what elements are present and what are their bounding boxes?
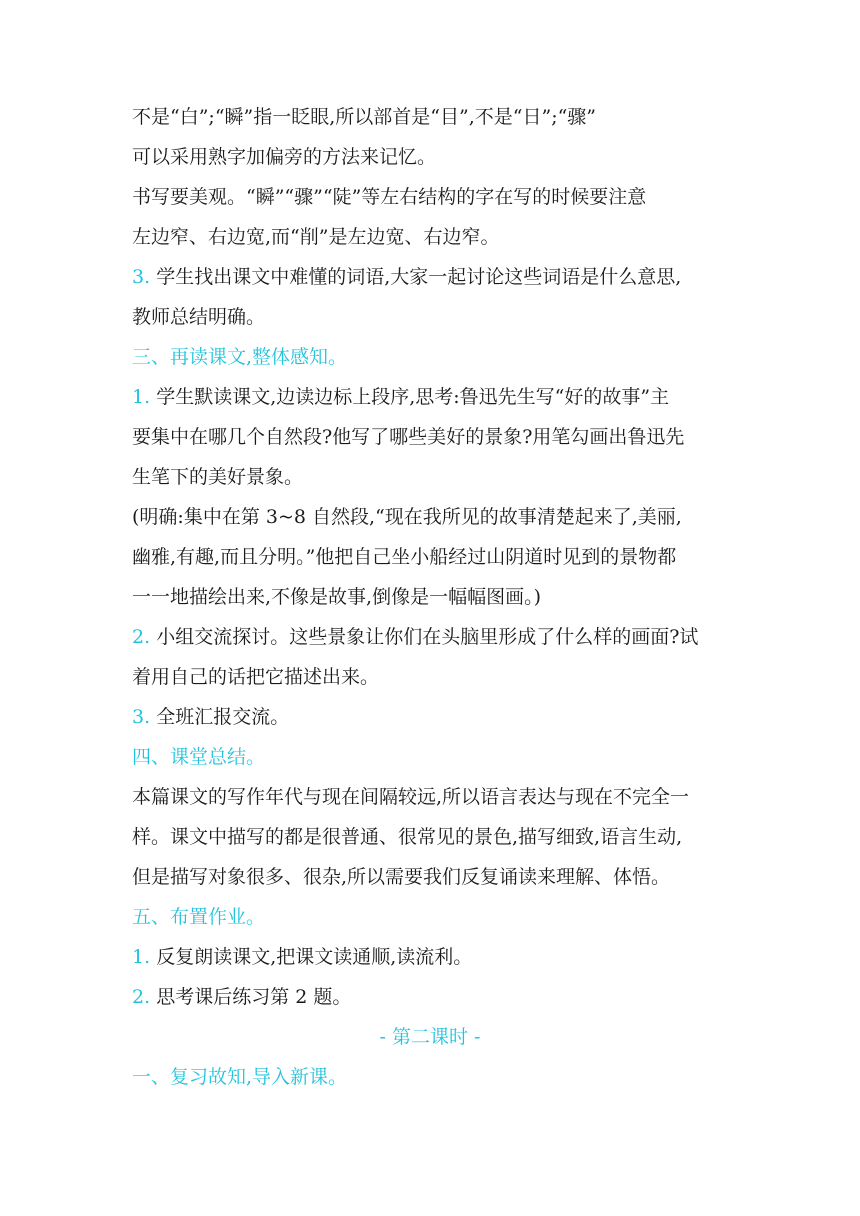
list-item — [132, 265, 732, 289]
list-text: 小组交流探讨。这些景象让你们在头脑里形成了什么样的画面?试 — [156, 626, 699, 648]
text-line: 幽雅,有趣,而且分明。”他把自己坐小船经过山阴道时见到的景物都 — [132, 546, 677, 568]
text-line: 可以采用熟字加偏旁的方法来记忆。 — [132, 146, 437, 168]
list-number: 3. — [132, 266, 151, 288]
text-line: 不是“白”;“瞬”指一眨眼,所以部首是“目”,不是“日”;“骤” — [132, 106, 597, 128]
list-text: 思考课后练习第 2 题。 — [156, 986, 352, 1008]
list-text: 学生默读课文,边读边标上段序,思考:鲁迅先生写“好的故事”主 — [156, 386, 670, 408]
text-line: 左边窄、右边宽,而“削”是左边宽、右边窄。 — [132, 226, 500, 248]
list-number: 1. — [132, 386, 151, 408]
list-number: 1. — [132, 946, 151, 968]
list-number: 3. — [132, 706, 151, 728]
list-item — [132, 385, 732, 409]
text-line: 要集中在哪几个自然段?他写了哪些美好的景象?用笔勾画出鲁迅先 — [132, 426, 685, 448]
text-line: 教师总结明确。 — [132, 306, 266, 328]
list-item — [132, 985, 732, 1009]
lesson-divider: - 第二课时 - — [379, 1026, 481, 1048]
list-number: 2. — [132, 626, 151, 648]
text-line: 样。课文中描写的都是很普通、很常见的景色,描写细致,语言生动, — [132, 826, 683, 848]
list-text: 全班汇报交流。 — [156, 706, 290, 728]
text-line: (明确:集中在第 3~8 自然段,“现在我所见的故事清楚起来了,美丽, — [132, 506, 682, 528]
section-heading: 三、再读课文,整体感知。 — [132, 346, 348, 368]
section-heading: 五、布置作业。 — [132, 906, 266, 928]
text-line: 本篇课文的写作年代与现在间隔较远,所以语言表达与现在不完全一 — [132, 786, 690, 808]
text-line: 着用自己的话把它描述出来。 — [132, 666, 380, 688]
list-item — [132, 705, 732, 729]
section-heading: 一、复习故知,导入新课。 — [132, 1066, 348, 1088]
list-text: 学生找出课文中难懂的词语,大家一起讨论这些词语是什么意思, — [156, 266, 682, 288]
text-line: 一一地描绘出来,不像是故事,倒像是一幅幅图画。) — [132, 586, 541, 608]
list-text: 反复朗读课文,把课文读通顺,读流利。 — [156, 946, 473, 968]
text-line: 生笔下的美好景象。 — [132, 466, 304, 488]
list-item — [132, 625, 732, 649]
text-line: 书写要美观。“瞬”“骤”“陡”等左右结构的字在写的时候要注意 — [132, 186, 647, 208]
text-line: 但是描写对象很多、很杂,所以需要我们反复诵读来理解、体悟。 — [132, 866, 671, 888]
list-item — [132, 945, 732, 969]
list-number: 2. — [132, 986, 151, 1008]
section-heading: 四、课堂总结。 — [132, 746, 266, 768]
